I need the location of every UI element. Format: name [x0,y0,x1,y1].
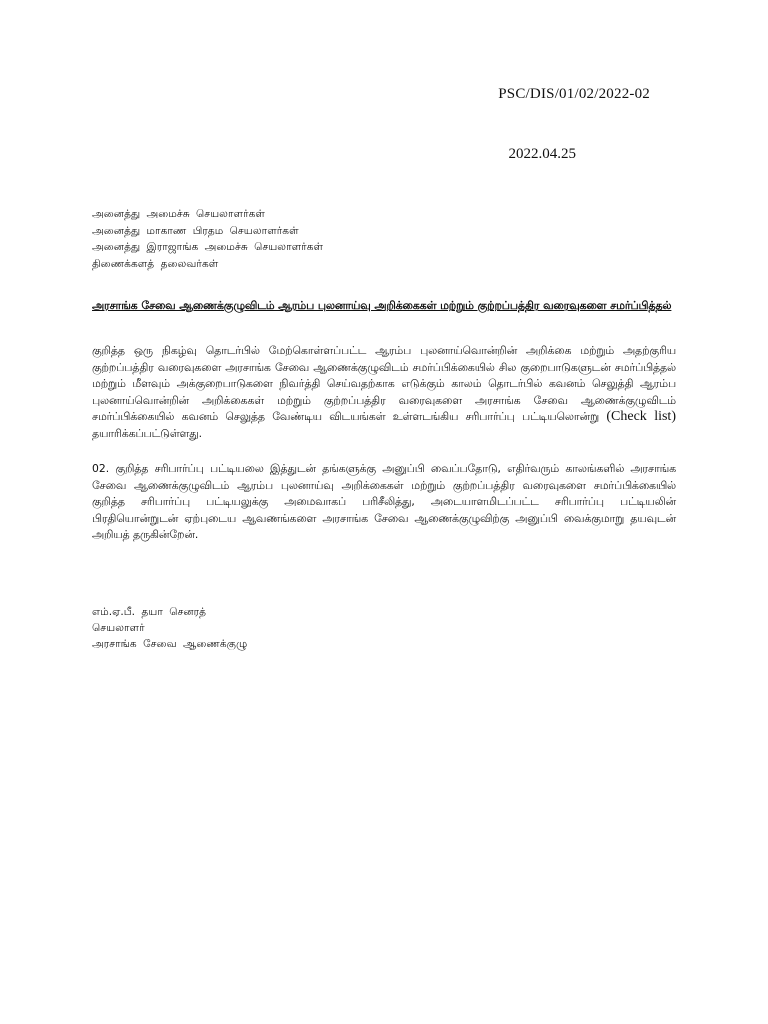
subject-heading: அரசாங்க சேவை ஆணைக்குழுவிடம் ஆரம்ப புலனாய்வு அறிக்கைகள் மற்றும் குற்றப்பத்திர வரைவுகளை சமர்ப்பித்தல் [92,299,672,312]
paragraph-1-text: குறித்த ஒரு நிகழ்வு தொடர்பில் மேற்கொள்ளப்பட்ட ஆரம்ப புலனாய்வொன்றின் அறிக்கை மற்றும் அதற்குரிய குற்றப்பத்திர வரைவுகளை அரசாங்க சேவை ஆணைக்குழுவிடம் சமர்ப்பிக்கையில் சில குறைபாடுகளுடன் சமர்ப்பித்தல் மற்றும் மீளவும் அக்குறைபாடுகளை நிவர்த்தி செய்வதற்காக எடுக்கும் காலம் தொடர்பில் கவனம் செலுத்தி ஆரம்ப புலனாய்வொன்றின் அறிக்கைகள் மற்றும் குற்றப்பத்திர வரைவுகளை அரசாங்க சேவை ஆணைக்குழுவிடம் சமர்ப்பிக்கையில் கவனம் செலுத்த வேண்டிய விடயங்கள் உள்ளடங்கிய சரிபார்ப்பு பட்டியலொன்று [92,344,676,424]
signature-block [92,604,247,652]
recipient-line: அனைத்து அமைச்சு செயலாளர்கள் [92,208,265,220]
paragraph-1-tail: தயாரிக்கப்பட்டுள்ளது. [92,426,203,440]
recipient-line: அனைத்து இராஜாங்க அமைச்சு செயலாளர்கள் [92,241,324,253]
paragraph-1-latin-term: (Check list) [606,409,676,425]
body-paragraph-1 [92,343,676,443]
signatory-name: எம்.ஏ.பீ. தயா செனரத் [92,606,207,618]
signatory-organization: அரசாங்க சேவை ஆணைக்குழு [92,638,248,650]
recipient-line: திணைக்களத் தலைவர்கள் [92,257,219,270]
recipients-block [92,206,323,272]
reference-number: PSC/DIS/01/02/2022-02 [498,86,650,102]
signatory-title: செயலாளர் [92,622,145,634]
recipient-line: அனைத்து மாகாண பிரதம செயலாளர்கள் [92,224,299,237]
letter-date: 2022.04.25 [508,146,576,162]
body-paragraph-2: 02. குறித்த சரிபார்ப்பு பட்டியலை இத்துடன் தங்களுக்கு அனுப்பி வைப்பதோடு, எதிர்வரும் காலங்களில் அரசாங்க சேவை ஆணைக்குழுவிடம் ஆரம்ப புலனாய்வு அறிக்கைகள் மற்றும் குற்றப்பத்திர வரைவுகளை சமர்ப்பிக்கையில் குறித்த சரிபார்ப்பு பட்டியலுக்கு அமைவாகப் பரிசீலித்து, அடையாளமிடப்பட்ட சரிபார்ப்பு பட்டியலின் பிரதியொன்றுடன் ஏற்புடைய ஆவணங்களை அரசாங்க சேவை ஆணைக்குழுவிற்கு அனுப்பி வைக்குமாறு தயவுடன் அறியத் தருகின்றேன். [92,462,676,542]
